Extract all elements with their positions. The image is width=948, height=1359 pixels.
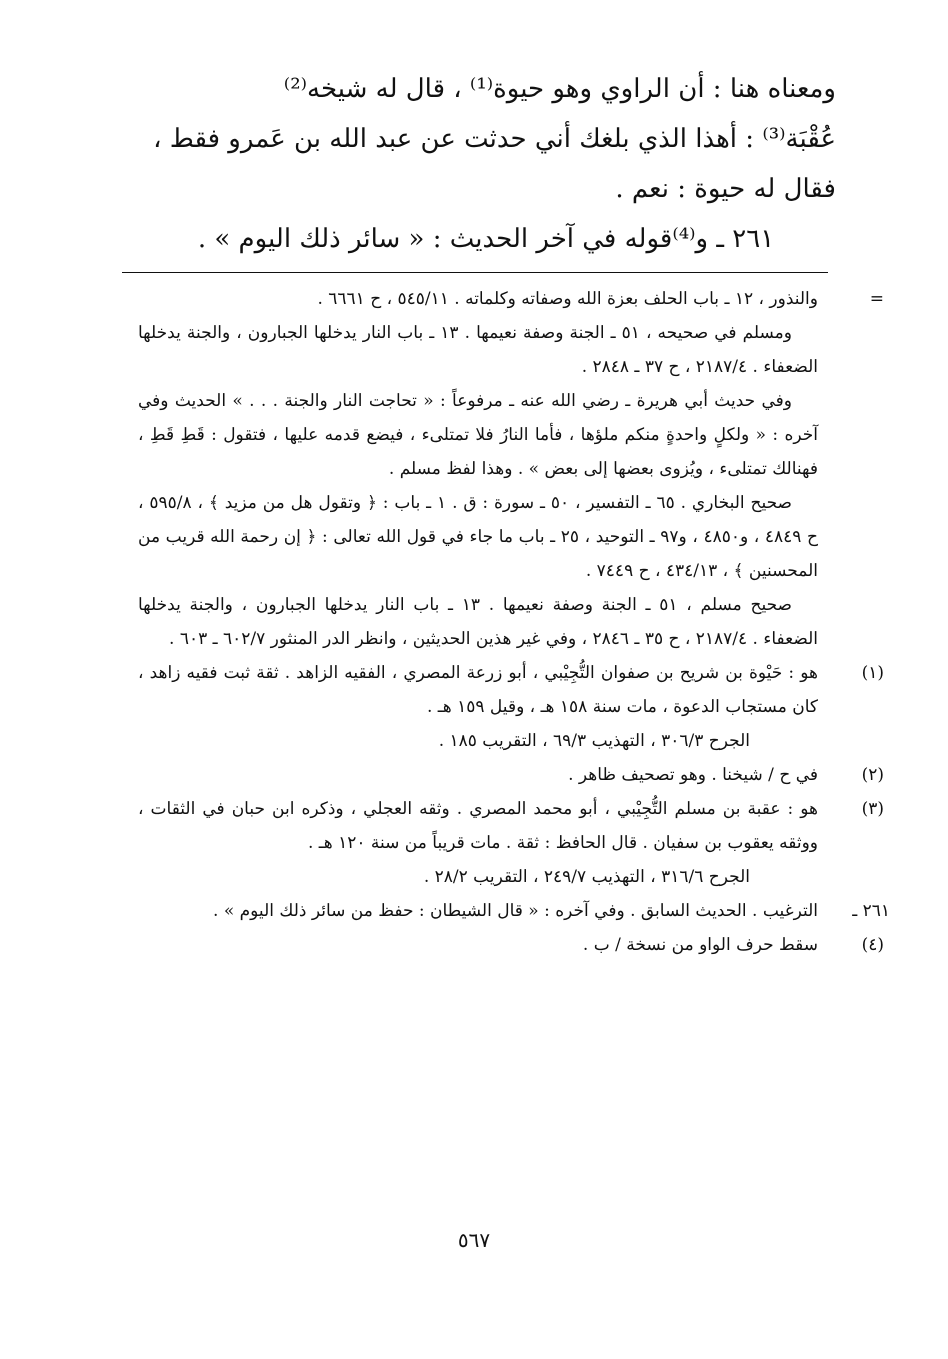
footnote-261 [138, 894, 890, 928]
footnote-3-number: (٣) [861, 799, 884, 819]
footnote-2 [138, 758, 884, 792]
footnote-continuation-2: ومسلم في صحيحه ، ٥١ ـ الجنة وصفة نعيمها . ١٣ ـ باب النار يدخلها الجبارون ، والجنة يدخلها الضعفاء . ٢١٨٧/٤ ، ح ٣٧ ـ ٢٨٤٨ . [138, 323, 818, 377]
footnote-4-number: (٤) [861, 935, 884, 955]
footnote-261-number: ٢٦١ ـ [852, 901, 890, 921]
footnote-separator [122, 272, 828, 273]
continuation-mark: = [869, 289, 884, 309]
footnote-continuation-4: صحيح البخاري . ٦٥ ـ التفسير ، ٥٠ ـ سورة : ق . ١ ـ باب : ﴿ وتقول هل من مزيد ﴾ ، ٥٩٥/٨ ، ح ٤٨٤٩ ، و٤٨٥٠ ، و٩٧ ـ التوحيد ، ٢٥ ـ باب ما جاء في قول الله تعالى : ﴿ إن رحمة الله قريب من المحسنين ﴾ ، ٤٣٤/١٣ ، ح ٧٤٤٩ . [138, 493, 818, 581]
main-line-2: عُقْبَة⁽³⁾ : أهذا الذي بلغك أني حدثت عن عبد الله بن عَمرو فقط ، [153, 124, 836, 154]
page-number: ٥٦٧ [457, 1228, 491, 1252]
footnote-1-number: (١) [861, 663, 884, 683]
footnote-3-references: الجرح ٣١٦/٦ ، التهذيب ٢٤٩/٧ ، التقريب ٢٨/٢ . [423, 867, 750, 887]
main-line-3: فقال له حيوة : نعم . [615, 174, 836, 204]
main-line-1: ومعناه هنا : أن الراوي وهو حيوة⁽¹⁾ ، قال له شيخه⁽²⁾ [283, 74, 836, 104]
main-text [136, 64, 836, 264]
footnote-2-number: (٢) [861, 765, 884, 785]
footnote-1 [138, 656, 884, 724]
footnotes [138, 282, 890, 962]
footnote-continuation-3: وفي حديث أبي هريرة ـ رضي الله عنه ـ مرفوعاً : « تحاجت النار والجنة . . . » الحديث وفي آخره : « ولكلٍ واحدةٍ منكم ملؤها ، فأما النارُ فلا تمتلىء ، فيضع قدمه عليها ، فتقول : قَطِ قَطِ ، فهنالك تمتلىء ، ويُزوى بعضها إلى بعض » . وهذا لفظ مسلم . [138, 391, 818, 479]
footnote-4-text: سقط حرف الواو من نسخة / ب . [582, 935, 818, 955]
footnote-2-text: في ح / شيخنا . وهو تصحيف ظاهر . [568, 765, 818, 785]
footnote-4 [138, 928, 884, 962]
footnote-1-text: هو : حَيْوة بن شريح بن صفوان التُّجِيْبي ، أبو زرعة المصري ، الفقيه الزاهد . ثقة ثبت فقيه زاهد ، كان مستجاب الدعوة ، مات سنة ١٥٨ هـ ، وقيل ١٥٩ هـ . [138, 663, 818, 717]
footnote-3-text: هو : عقبة بن مسلم التُّجِيْبي ، أبو محمد المصري . وثقه العجلي ، وذكره ابن حبان في الثقات ، ووثقه يعقوب بن سفيان . قال الحافظ : ثقة . مات قريباً من سنة ١٢٠ هـ . [138, 799, 818, 853]
footnote-3 [138, 792, 884, 860]
footnote-text: والنذور ، ١٢ ـ باب الحلف بعزة الله وصفاته وكلماته . ٥٤٥/١١ ، ح ٦٦٦١ . [317, 289, 818, 309]
main-line-4: ٢٦١ ـ و⁽⁴⁾قوله في آخر الحديث : « سائر ذلك اليوم » . [197, 224, 775, 254]
footnote-continuation-5: صحيح مسلم ، ٥١ ـ الجنة وصفة نعيمها . ١٣ ـ باب النار يدخلها الجبارون ، والجنة يدخلها الضعفاء . ٢١٨٧/٤ ، ح ٣٥ ـ ٢٨٤٦ ، وفي غير هذين الحديثين ، وانظر الدر المنثور ٦٠٢/٧ ـ ٦٠٣ . [138, 595, 818, 649]
footnote-continuation-1 [138, 282, 884, 316]
footnote-261-text: الترغيب . الحديث السابق . وفي آخره : « قال الشيطان : حفظ من سائر ذلك اليوم » . [213, 901, 818, 921]
footnote-1-references: الجرح ٣٠٦/٣ ، التهذيب ٦٩/٣ ، التقريب ١٨٥ . [438, 731, 750, 751]
